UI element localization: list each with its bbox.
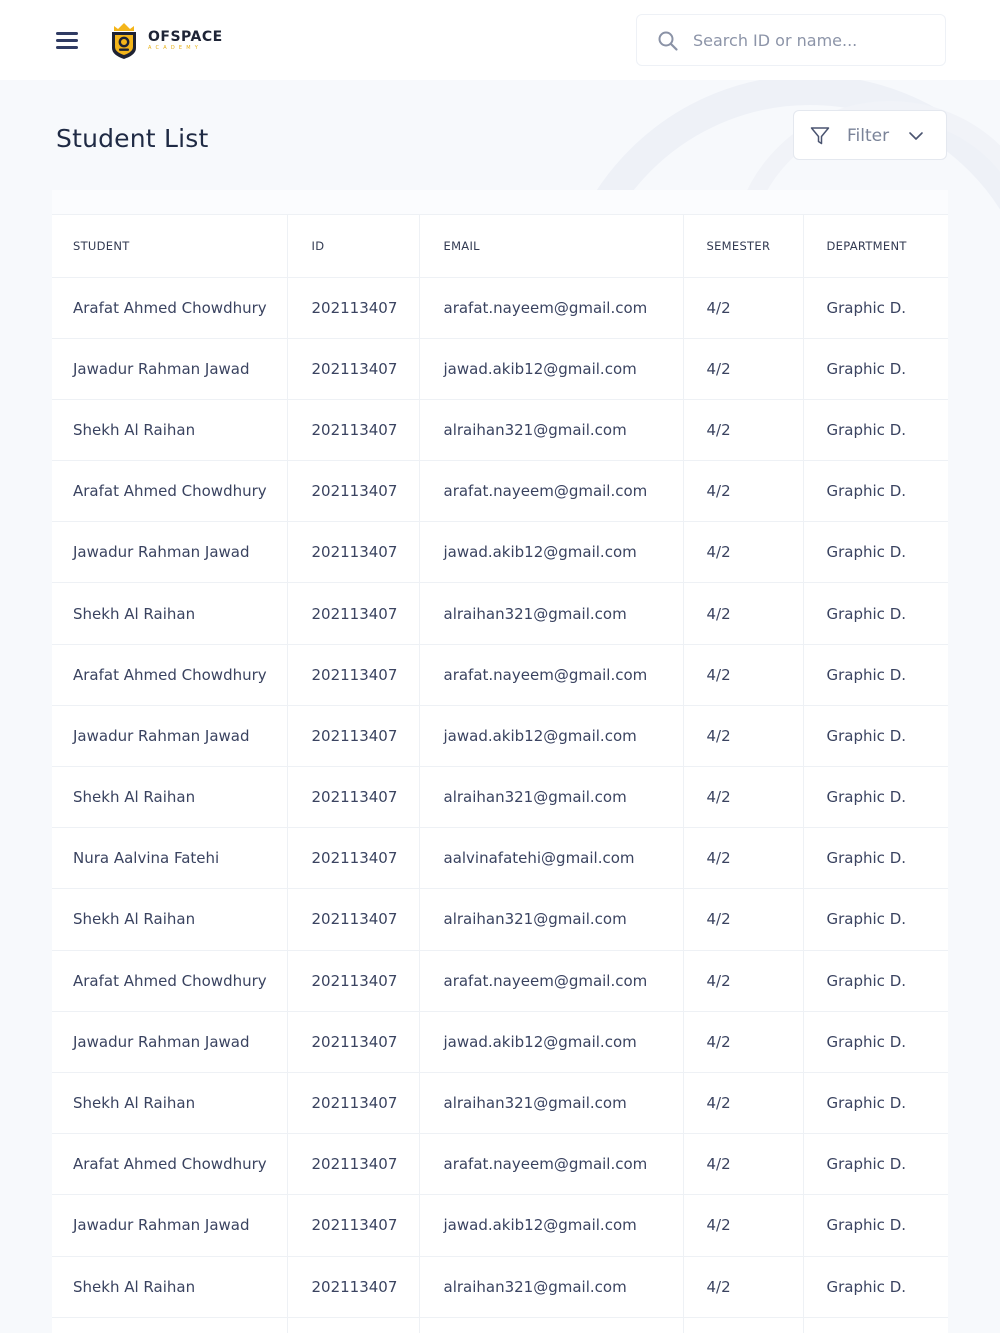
student-name-cell: Arafat Ahmed Chowdhury: [52, 461, 287, 522]
table-row[interactable]: [52, 399, 948, 460]
student-id-cell: 202113407: [287, 950, 419, 1011]
table-row[interactable]: [52, 889, 948, 950]
department-cell: Graphic D.: [803, 644, 948, 705]
student-id-cell: 202113407: [287, 277, 419, 338]
student-id-cell: 202113407: [287, 1072, 419, 1133]
semester-cell: 4/2: [683, 461, 803, 522]
department-cell: Graphic D.: [803, 277, 948, 338]
table-row[interactable]: [52, 1317, 948, 1333]
column-header-department[interactable]: DEPARTMENT: [803, 215, 948, 277]
table-row[interactable]: [52, 1195, 948, 1256]
semester-cell: 4/2: [683, 767, 803, 828]
student-email-cell: aalvinafatehi@gmail.com: [419, 828, 683, 889]
semester-cell: 4/2: [683, 1072, 803, 1133]
student-name-cell: Shekh Al Raihan: [52, 583, 287, 644]
department-cell: Graphic D.: [803, 1134, 948, 1195]
student-id-cell: 202113407: [287, 522, 419, 583]
brand-subtitle: ACADEMY: [148, 44, 203, 51]
crown-shield-logo-icon: [110, 20, 138, 60]
department-cell: Graphic D.: [803, 828, 948, 889]
department-cell: Graphic D.: [803, 1011, 948, 1072]
student-id-cell: 202113407: [287, 1195, 419, 1256]
department-cell: Graphic D.: [803, 950, 948, 1011]
department-cell: Graphic D.: [803, 767, 948, 828]
student-id-cell: 202113407: [287, 705, 419, 766]
department-cell: [803, 1317, 948, 1333]
filter-funnel-icon: [810, 126, 830, 146]
student-id-cell: 202113407: [287, 889, 419, 950]
student-id-cell: 202113407: [287, 461, 419, 522]
student-name-cell: Shekh Al Raihan: [52, 889, 287, 950]
student-email-cell: jawad.akib12@gmail.com: [419, 1195, 683, 1256]
student-table: [52, 215, 948, 1333]
student-id-cell: 202113407: [287, 828, 419, 889]
student-email-cell: arafat.nayeem@gmail.com: [419, 277, 683, 338]
student-id-cell: 202113407: [287, 338, 419, 399]
student-id-cell: 202113407: [287, 1134, 419, 1195]
student-email-cell: arafat.nayeem@gmail.com: [419, 1134, 683, 1195]
student-email-cell: alraihan321@gmail.com: [419, 399, 683, 460]
student-email-cell: alraihan321@gmail.com: [419, 889, 683, 950]
student-id-cell: 202113407: [287, 767, 419, 828]
semester-cell: 4/2: [683, 705, 803, 766]
semester-cell: 4/2: [683, 583, 803, 644]
semester-cell: 4/2: [683, 828, 803, 889]
department-cell: Graphic D.: [803, 583, 948, 644]
table-row[interactable]: [52, 583, 948, 644]
table-row[interactable]: [52, 1256, 948, 1317]
student-id-cell: 202113407: [287, 644, 419, 705]
student-id-cell: 202113407: [287, 1011, 419, 1072]
table-row[interactable]: [52, 1072, 948, 1133]
student-name-cell: Shekh Al Raihan: [52, 1256, 287, 1317]
department-cell: Graphic D.: [803, 1195, 948, 1256]
semester-cell: 4/2: [683, 1195, 803, 1256]
table-row[interactable]: [52, 644, 948, 705]
department-cell: Graphic D.: [803, 399, 948, 460]
department-cell: Graphic D.: [803, 522, 948, 583]
search-icon[interactable]: [657, 30, 679, 52]
column-header-semester[interactable]: SEMESTER: [683, 215, 803, 277]
student-name-cell: Jawadur Rahman Jawad: [52, 338, 287, 399]
semester-cell: 4/2: [683, 644, 803, 705]
brand-logo[interactable]: [110, 18, 223, 62]
student-id-cell: 202113407: [287, 583, 419, 644]
department-cell: Graphic D.: [803, 1072, 948, 1133]
table-row[interactable]: [52, 950, 948, 1011]
student-name-cell: [52, 1317, 287, 1333]
student-email-cell: alraihan321@gmail.com: [419, 1072, 683, 1133]
semester-cell: 4/2: [683, 1256, 803, 1317]
search-input[interactable]: [693, 25, 933, 55]
semester-cell: 4/2: [683, 950, 803, 1011]
table-row[interactable]: [52, 461, 948, 522]
student-email-cell: jawad.akib12@gmail.com: [419, 1011, 683, 1072]
student-table-card: [52, 190, 948, 1333]
semester-cell: 4/2: [683, 1011, 803, 1072]
student-email-cell: arafat.nayeem@gmail.com: [419, 644, 683, 705]
filter-button[interactable]: [793, 110, 947, 160]
table-row[interactable]: [52, 277, 948, 338]
column-header-student[interactable]: STUDENT: [52, 215, 287, 277]
student-email-cell: jawad.akib12@gmail.com: [419, 522, 683, 583]
semester-cell: [683, 1317, 803, 1333]
student-email-cell: jawad.akib12@gmail.com: [419, 705, 683, 766]
table-row[interactable]: [52, 767, 948, 828]
page-title: Student List: [56, 124, 209, 153]
student-name-cell: Jawadur Rahman Jawad: [52, 1195, 287, 1256]
department-cell: Graphic D.: [803, 338, 948, 399]
student-email-cell: arafat.nayeem@gmail.com: [419, 461, 683, 522]
brand-name: OFSPACE: [148, 28, 223, 45]
table-row[interactable]: [52, 338, 948, 399]
student-name-cell: Arafat Ahmed Chowdhury: [52, 1134, 287, 1195]
student-name-cell: Arafat Ahmed Chowdhury: [52, 950, 287, 1011]
student-email-cell: alraihan321@gmail.com: [419, 583, 683, 644]
semester-cell: 4/2: [683, 1134, 803, 1195]
student-name-cell: Jawadur Rahman Jawad: [52, 1011, 287, 1072]
table-header-row: [52, 215, 948, 277]
department-cell: Graphic D.: [803, 1256, 948, 1317]
student-name-cell: Nura Aalvina Fatehi: [52, 828, 287, 889]
search-box[interactable]: [636, 14, 946, 66]
student-name-cell: Arafat Ahmed Chowdhury: [52, 644, 287, 705]
table-row[interactable]: [52, 1134, 948, 1195]
student-email-cell: alraihan321@gmail.com: [419, 767, 683, 828]
table-row[interactable]: [52, 522, 948, 583]
student-email-cell: alraihan321@gmail.com: [419, 1256, 683, 1317]
top-bar: [0, 0, 1000, 80]
semester-cell: 4/2: [683, 277, 803, 338]
student-name-cell: Jawadur Rahman Jawad: [52, 522, 287, 583]
student-name-cell: Shekh Al Raihan: [52, 767, 287, 828]
table-row[interactable]: [52, 1011, 948, 1072]
student-email-cell: arafat.nayeem@gmail.com: [419, 950, 683, 1011]
student-name-cell: Jawadur Rahman Jawad: [52, 705, 287, 766]
table-top-strip: [52, 190, 948, 215]
department-cell: Graphic D.: [803, 461, 948, 522]
hamburger-menu-icon[interactable]: [54, 27, 82, 53]
semester-cell: 4/2: [683, 399, 803, 460]
chevron-down-icon: [908, 130, 924, 142]
semester-cell: 4/2: [683, 338, 803, 399]
student-id-cell: [287, 1317, 419, 1333]
student-name-cell: Shekh Al Raihan: [52, 399, 287, 460]
student-email-cell: jawad.akib12@gmail.com: [419, 338, 683, 399]
semester-cell: 4/2: [683, 889, 803, 950]
department-cell: Graphic D.: [803, 889, 948, 950]
filter-label: Filter: [847, 126, 890, 146]
column-header-id[interactable]: ID: [287, 215, 419, 277]
student-email-cell: [419, 1317, 683, 1333]
student-id-cell: 202113407: [287, 399, 419, 460]
semester-cell: 4/2: [683, 522, 803, 583]
column-header-email[interactable]: EMAIL: [419, 215, 683, 277]
table-row[interactable]: [52, 828, 948, 889]
student-name-cell: Shekh Al Raihan: [52, 1072, 287, 1133]
table-row[interactable]: [52, 705, 948, 766]
department-cell: Graphic D.: [803, 705, 948, 766]
student-id-cell: 202113407: [287, 1256, 419, 1317]
student-name-cell: Arafat Ahmed Chowdhury: [52, 277, 287, 338]
